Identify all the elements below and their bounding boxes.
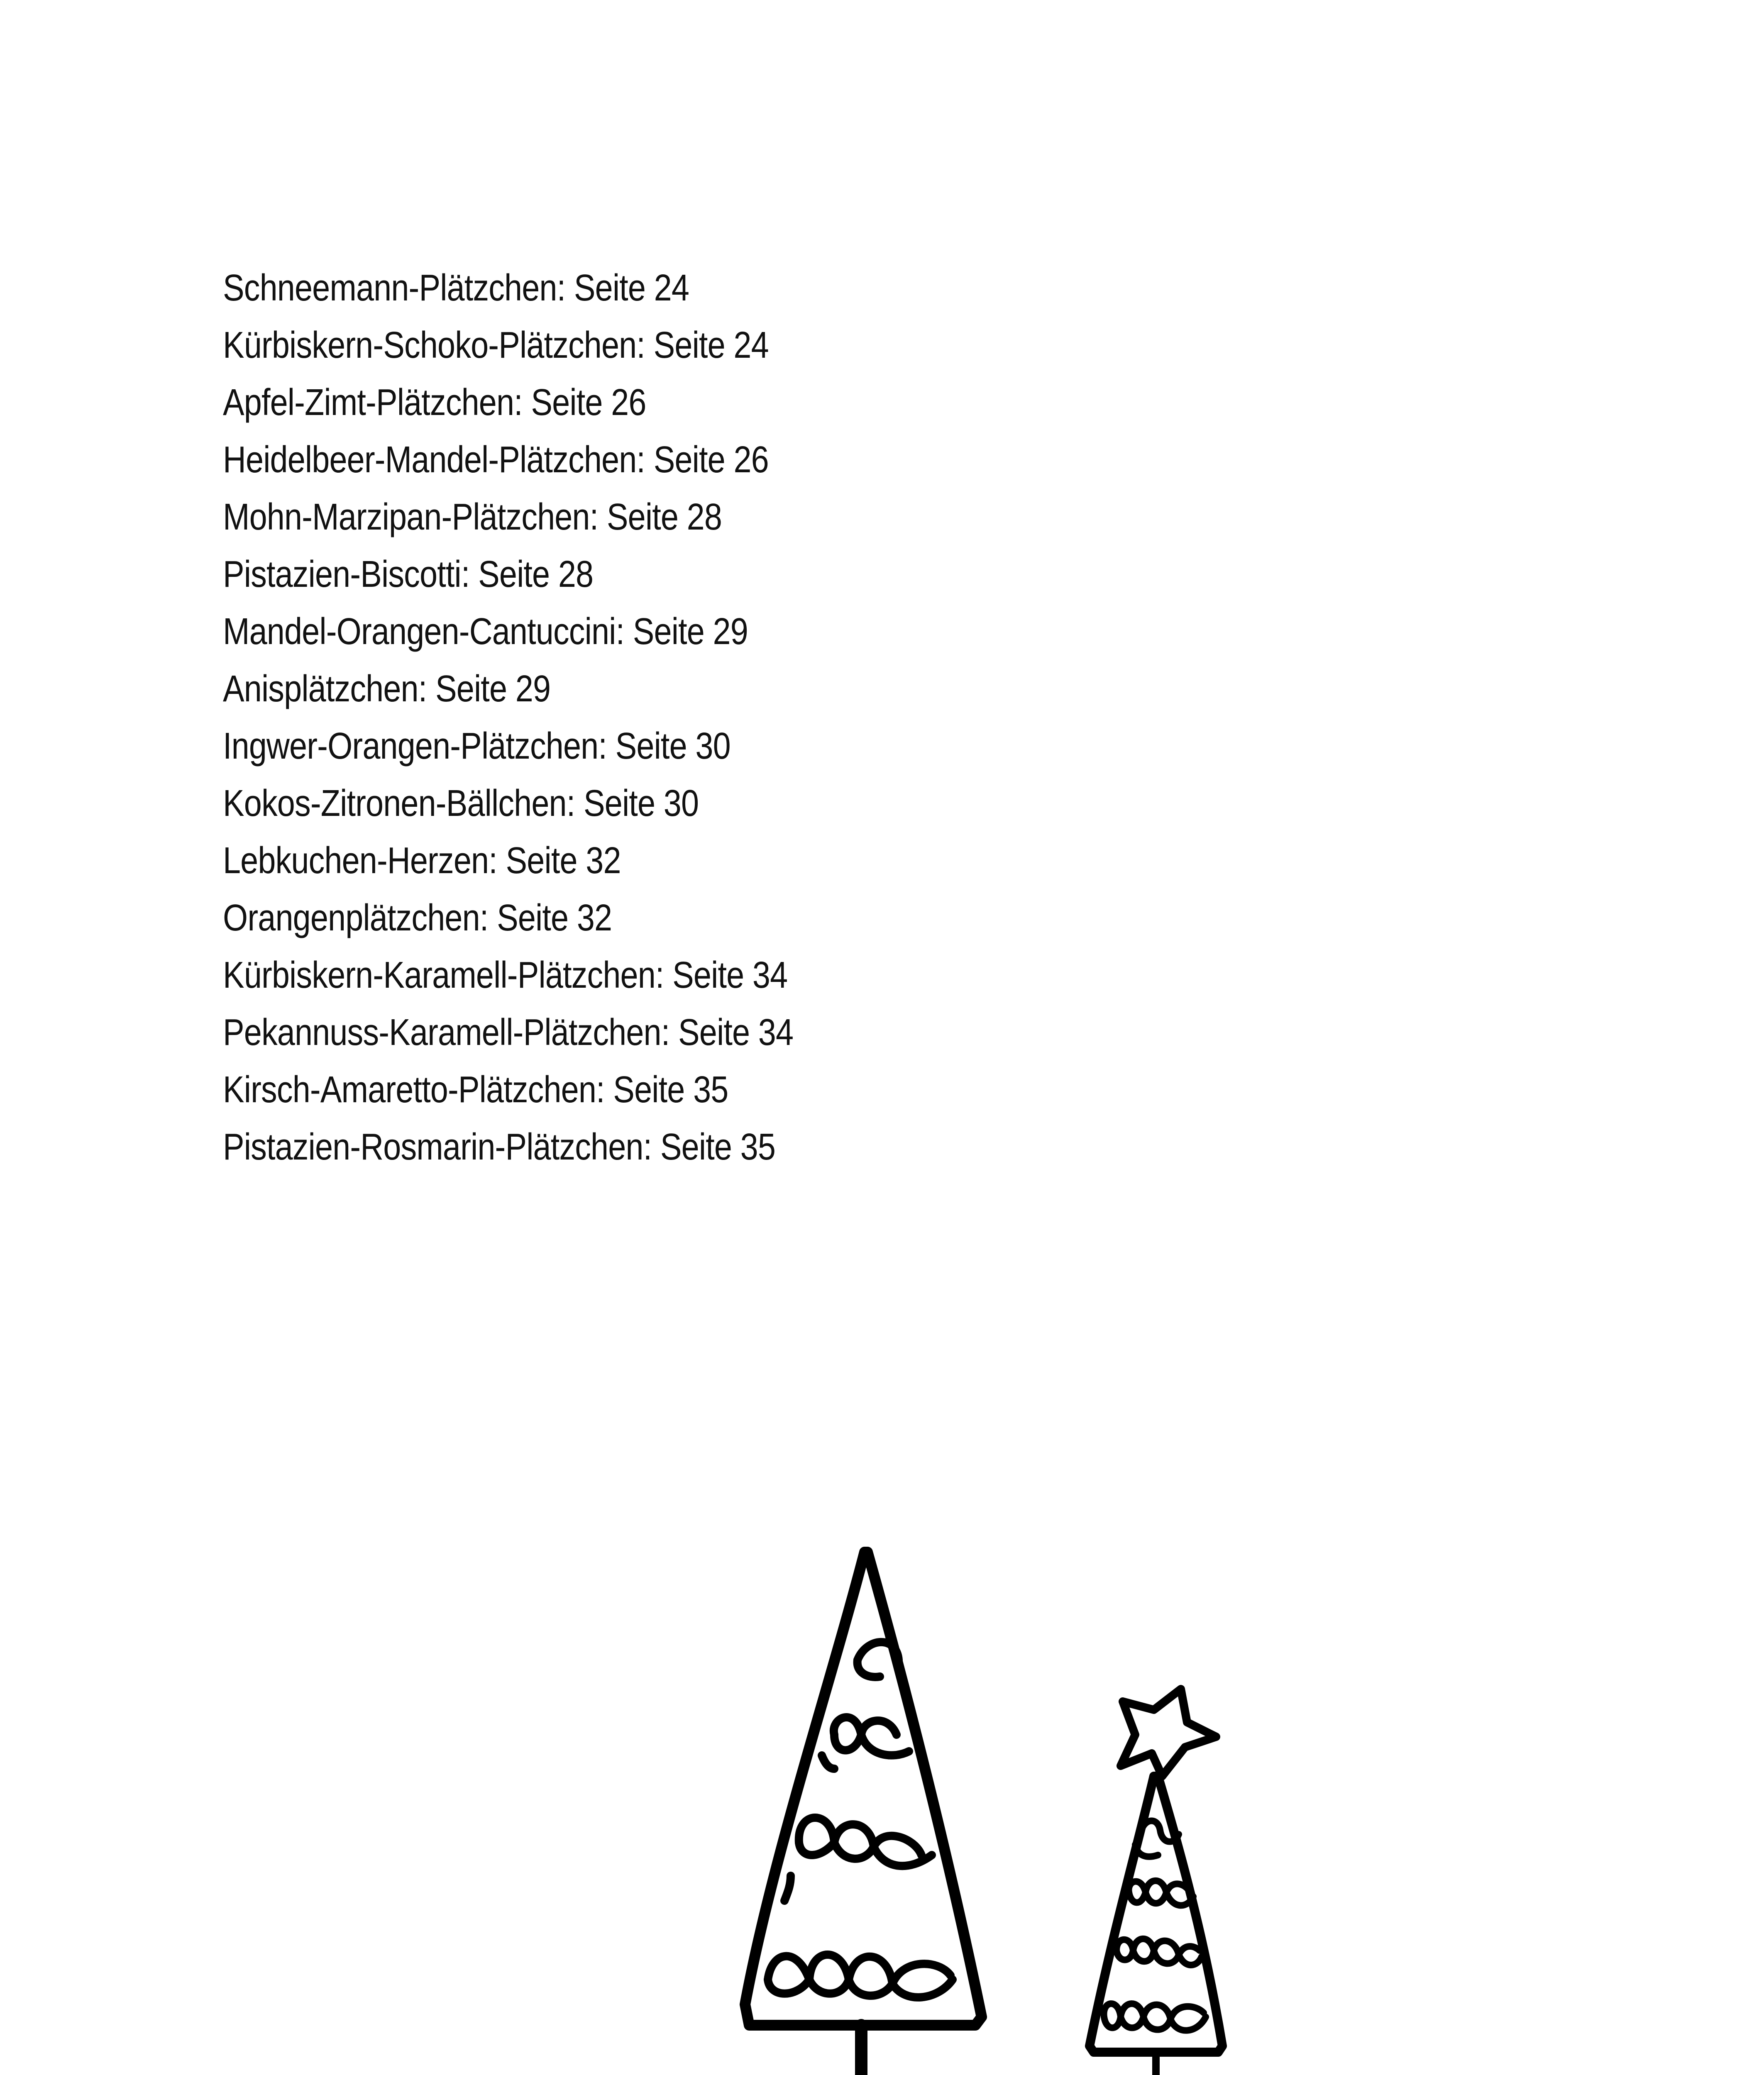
index-entry: Pistazien-Biscotti: Seite 28	[223, 554, 594, 595]
christmas-tree-icon	[745, 1552, 982, 2075]
index-entry: Ingwer-Orangen-Plätzchen: Seite 30	[223, 725, 731, 767]
christmas-trees-illustration	[731, 1536, 1237, 2075]
index-entry: Orangenplätzchen: Seite 32	[223, 897, 612, 939]
index-entry: Heidelbeer-Mandel-Plätzchen: Seite 26	[223, 439, 769, 481]
index-entry: Kürbiskern-Schoko-Plätzchen: Seite 24	[223, 325, 769, 366]
index-entry: Kürbiskern-Karamell-Plätzchen: Seite 34	[223, 954, 788, 996]
recipe-index-list	[223, 259, 886, 1176]
index-entry: Lebkuchen-Herzen: Seite 32	[223, 840, 621, 881]
index-entry: Kokos-Zitronen-Bällchen: Seite 30	[223, 783, 699, 824]
index-entry: Anisplätzchen: Seite 29	[223, 668, 551, 710]
index-entry: Apfel-Zimt-Plätzchen: Seite 26	[223, 382, 646, 423]
index-entry: Pekannuss-Karamell-Plätzchen: Seite 34	[223, 1012, 794, 1053]
index-entry: Schneemann-Plätzchen: Seite 24	[223, 267, 689, 309]
index-entry: Mohn-Marzipan-Plätzchen: Seite 28	[223, 496, 722, 538]
index-entry: Pistazien-Rosmarin-Plätzchen: Seite 35	[223, 1126, 776, 1168]
index-entry: Kirsch-Amaretto-Plätzchen: Seite 35	[223, 1069, 728, 1111]
index-entry: Mandel-Orangen-Cantuccini: Seite 29	[223, 611, 748, 652]
christmas-tree-with-star-icon	[1090, 1689, 1222, 2075]
